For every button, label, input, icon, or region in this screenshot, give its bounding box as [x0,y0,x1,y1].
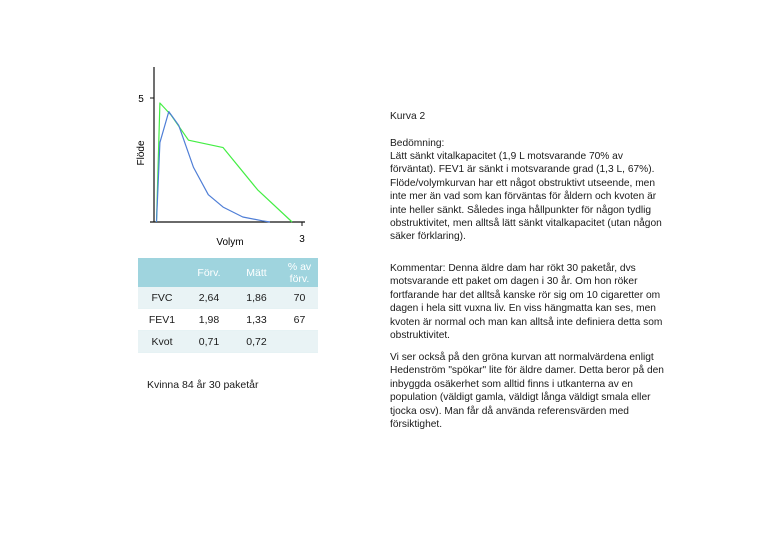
table-row [138,287,318,309]
series-line-1 [157,112,270,222]
table-cell [281,331,318,353]
table-header-text: % av förv. [287,260,312,285]
chart-axes [150,67,305,226]
curve-title: Kurva 2 [390,111,426,122]
table-cell: 1,98 [186,309,232,331]
table-cell: 70 [281,287,318,309]
x-axis-label: Volym [216,237,244,248]
chart-series [157,103,293,222]
patient-caption: Kvinna 84 år 30 paketår [147,379,259,391]
table-cell: Kvot [138,331,186,353]
table-header [281,258,318,287]
assessment-text: Lätt sänkt vitalkapacitet (1,9 L motsvarande 70% av förväntat). FEV1 är sänkt i motsvarande grad (1,3 L, 67%). Flöde/volymkurvan har ett något obstruktivt utseende, men inte mer än vad som kan förväntas för åldern och kvoten är inte heller sänkt. Således inga hållpunkter för någon tydlig obstruktivitet, men alltså lätt sänkt vitalkapacitet (utan någon säker förklaring). [390,151,662,243]
note-text: Vi ser också på den gröna kurvan att normalvärdena enligt Hedenström "spökar" lite för äldre damer. Detta beror på den inbyggda osäkerhet som alltid finns i utkanterna av en population (väldigt gamla, väldigt långa väldigt smala eller tjocka osv). Man får då använda referensvärden med försiktighet. [390,352,664,431]
table-cell: 67 [281,309,318,331]
table-cell: 1,33 [232,309,281,331]
table-header-row [138,258,318,287]
assessment-heading: Bedömning: [390,138,445,149]
table-header: Förv. [186,258,232,287]
x-tick-label: 3 [299,234,305,245]
table-row [138,309,318,331]
table-cell: 2,64 [186,287,232,309]
series-line-0 [157,103,293,222]
y-axis-label: Flöde [136,140,147,166]
table-cell: 1,86 [232,287,281,309]
table-cell: FEV1 [138,309,186,331]
table-header [138,258,186,287]
table-header: Mätt [232,258,281,287]
table-cell: 0,71 [186,331,232,353]
table-cell: FVC [138,287,186,309]
y-tick-label: 5 [138,94,144,105]
table-cell: 0,72 [232,331,281,353]
table-row [138,331,318,353]
spirometry-table [138,258,318,353]
comment-text: Kommentar: Denna äldre dam har rökt 30 paketår, dvs motsvarande ett paket om dagen i 30 år. Om hon röker fortfarande har det alltså kanske rör sig om 10 cigaretter om dagen i hela sitt vuxna liv. En viss hängmatta kan ses, men kvoten är normal och man kan alltså inte definiera detta som obstruktivitet. [390,263,663,342]
